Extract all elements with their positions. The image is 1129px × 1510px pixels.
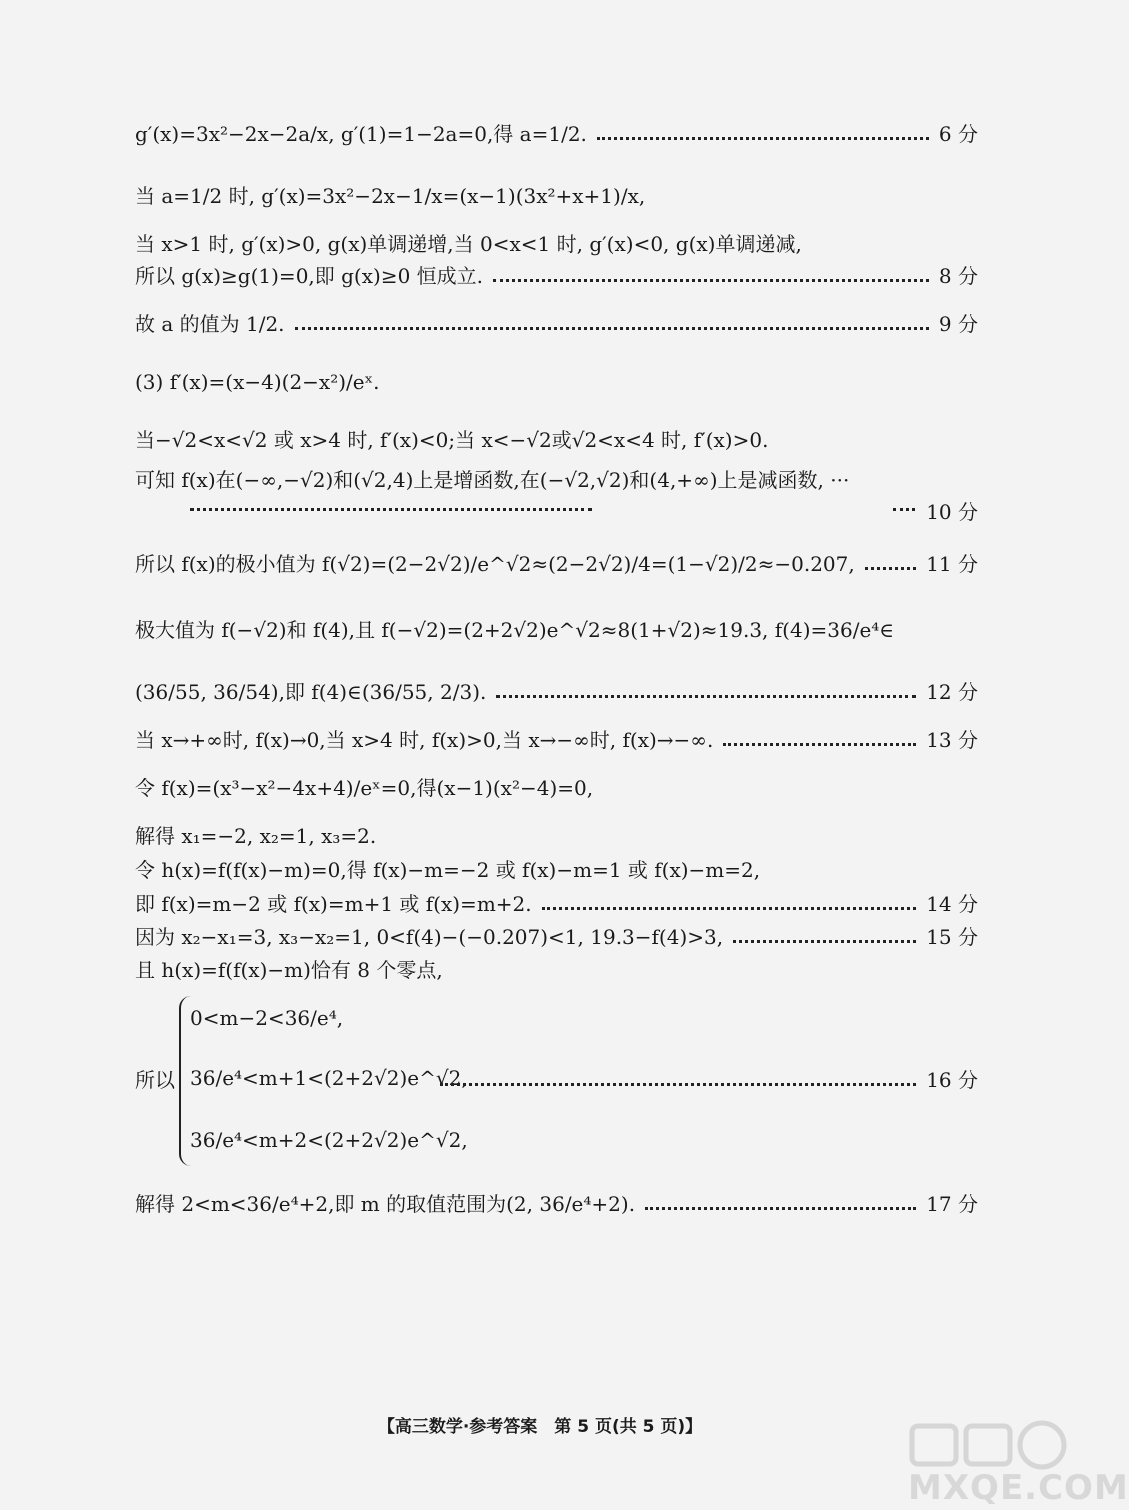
line-text: 故 a 的值为 1/2. xyxy=(135,312,285,336)
system-ineq-2: 36/e⁴<m+1<(2+2√2)e^√2, xyxy=(190,1066,468,1090)
line-because xyxy=(135,923,978,951)
line-max-value: 极大值为 f(−√2)和 f(4),且 f(−√2)=(2+2√2)e^√2≈8(1+√2)≈19.3, f(4)=36/e⁴∈ xyxy=(135,618,895,642)
score-label: 6 分 xyxy=(938,122,978,146)
line-f4-range xyxy=(135,678,978,706)
leader-dots xyxy=(496,695,916,698)
line-system-score xyxy=(440,1066,978,1094)
score-label: 17 分 xyxy=(926,1192,978,1216)
line-a-value xyxy=(135,310,978,338)
leader-dots xyxy=(542,907,917,910)
leader-dots xyxy=(493,279,929,282)
line-text: 即 f(x)=m−2 或 f(x)=m+1 或 f(x)=m+2. xyxy=(135,892,532,916)
system-ineq-1: 0<m−2<36/e⁴, xyxy=(190,1006,344,1030)
line-f-derivative: (3) f′(x)=(x−4)(2−x²)/eˣ. xyxy=(135,370,380,394)
line-text: 所以 f(x)的极小值为 f(√2)=(2−2√2)/e^√2≈(2−2√2)/4=(1−√2)/2≈−0.207, xyxy=(135,552,855,576)
line-m-range xyxy=(135,1190,978,1218)
line-text: 解得 2<m<36/e⁴+2,即 m 的取值范围为(2, 36/e⁴+2). xyxy=(135,1192,636,1216)
leader-dots xyxy=(865,567,916,570)
leader-dots xyxy=(295,327,929,330)
line-text: g′(x)=3x²−2x−2a/x, g′(1)=1−2a=0,得 a=1/2. xyxy=(135,122,587,146)
line-monotonic: 当 x>1 时, g′(x)>0, g(x)单调递增,当 0<x<1 时, g′(x)<0, g(x)单调递减, xyxy=(135,232,802,256)
line-roots: 解得 x₁=−2, x₂=1, x₃=2. xyxy=(135,824,377,848)
leader-dots xyxy=(597,137,929,140)
line-min-value xyxy=(135,550,978,578)
score-label: 13 分 xyxy=(926,728,978,752)
line-f-values xyxy=(135,890,978,918)
score-label: 9 分 xyxy=(938,312,978,336)
leader-dots xyxy=(190,508,592,511)
line-text: 所以 g(x)≥g(1)=0,即 g(x)≥0 恒成立. xyxy=(135,264,484,288)
system-ineq-3: 36/e⁴<m+2<(2+2√2)e^√2, xyxy=(190,1128,468,1152)
line-therefore: 所以 xyxy=(135,1068,175,1092)
leader-dots xyxy=(440,1083,916,1086)
page-footer: 【高三数学·参考答案 第 5 页(共 5 页)】 xyxy=(377,1417,703,1437)
line-g-derivative xyxy=(135,120,978,148)
line-sign-analysis: 当−√2<x<√2 或 x>4 时, f′(x)<0;当 x<−√2或√2<x<4 时, f′(x)>0. xyxy=(135,428,769,452)
line-eight-zeros: 且 h(x)=f(f(x)−m)恰有 8 个零点, xyxy=(135,958,443,982)
line-h-def: 令 h(x)=f(f(x)−m)=0,得 f(x)−m=−2 或 f(x)−m=1 或 f(x)−m=2, xyxy=(135,858,761,882)
score-label: 8 分 xyxy=(938,264,978,288)
line-zeros-eq: 令 f(x)=(x³−x²−4x+4)/eˣ=0,得(x−1)(x²−4)=0, xyxy=(135,776,594,800)
score-label: 11 分 xyxy=(926,552,978,576)
score-label: 14 分 xyxy=(926,892,978,916)
line-g-nonneg xyxy=(135,262,978,290)
line-text: 因为 x₂−x₁=3, x₃−x₂=1, 0<f(4)−(−0.207)<1, 19.3−f(4)>3, xyxy=(135,925,724,949)
line-text: (36/55, 36/54),即 f(4)∈(36/55, 2/3). xyxy=(135,680,487,704)
leader-dots xyxy=(733,940,916,943)
leader-dots xyxy=(645,1207,916,1210)
line-text: 当 x→+∞时, f(x)→0,当 x>4 时, f(x)>0,当 x→−∞时, f(x)→−∞. xyxy=(135,728,714,752)
line-a-half: 当 a=1/2 时, g′(x)=3x²−2x−1/x=(x−1)(3x²+x+1)/x, xyxy=(135,184,646,208)
leader-dots xyxy=(893,508,915,511)
watermark-text: MXQE.COM xyxy=(908,1468,1129,1508)
score-label: 10 分 xyxy=(926,500,978,524)
score-label: 12 分 xyxy=(926,680,978,704)
line-limits xyxy=(135,726,978,754)
leader-dots xyxy=(723,743,916,746)
score-label: 16 分 xyxy=(926,1068,978,1092)
score-label: 15 分 xyxy=(926,925,978,949)
line-intervals: 可知 f(x)在(−∞,−√2)和(√2,4)上是增函数,在(−√2,√2)和(4,+∞)上是减函数, ··· xyxy=(135,468,850,492)
